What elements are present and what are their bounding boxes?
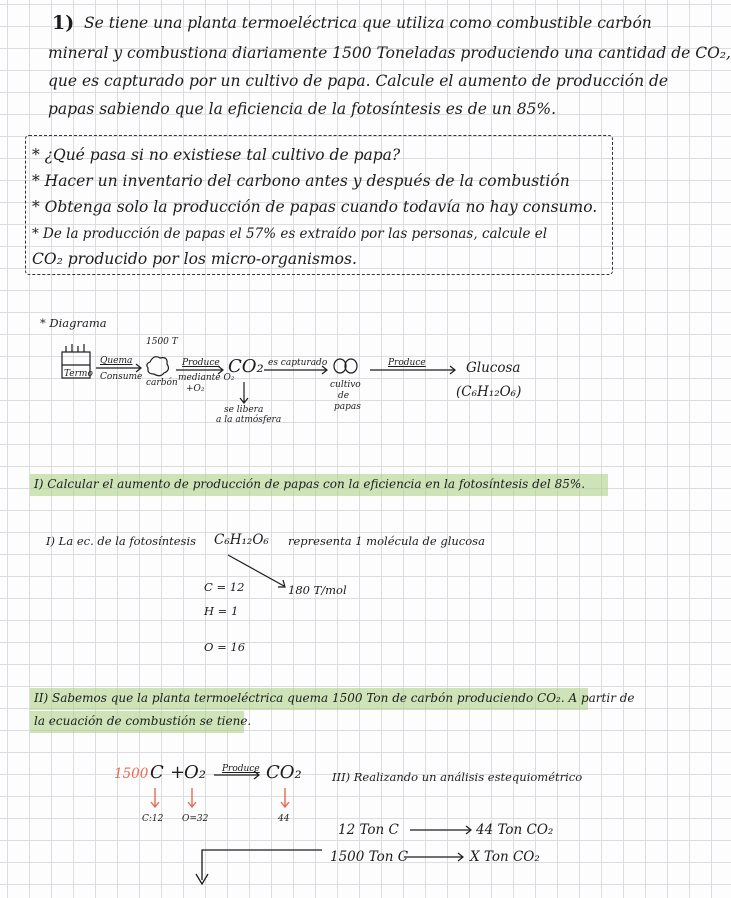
equation-oxygen: O₂ — [184, 762, 206, 783]
problem-line-2: mineral y combustiona diariamente 1500 Toneladas produciendo una cantidad de CO₂, — [48, 44, 731, 62]
molar-mass: 180 T/mol — [288, 583, 347, 597]
oxygen-molar-mass: O=32 — [182, 814, 209, 824]
equation-carbon: C — [150, 762, 164, 783]
question-3: * Obtenga solo la producción de papas cuando todavía no hay consumo. — [32, 198, 598, 216]
row2-left: 1500 Ton C — [330, 849, 409, 865]
arrow2-bottom-label: +O₂ — [186, 384, 205, 394]
equation-arrow-label: Produce — [222, 764, 260, 774]
carbon-molar-mass: C:12 — [142, 814, 164, 824]
glucose-formula: (C₆H₁₂O₆) — [456, 384, 522, 400]
row1-right: 44 Ton CO₂ — [476, 822, 554, 838]
crop-label-2: de — [338, 391, 350, 401]
section2-line-2: la ecuación de combustión se tiene. — [34, 714, 252, 728]
coal-label: carbón — [146, 378, 178, 388]
crop-label-3: papas — [334, 402, 361, 412]
glucose-formula-inline: C₆H₁₂O₆ — [214, 532, 269, 548]
carbon-mass: C = 12 — [204, 580, 245, 594]
equation-coefficient: 1500 — [114, 766, 149, 782]
problem-number: 1) — [52, 12, 75, 34]
section1-heading: I) Calcular el aumento de producción de papas con la eficiencia en la fotosíntesis del 85%. — [34, 477, 586, 491]
released-label-2: a la atmósfera — [216, 415, 282, 425]
problem-line-3: que es capturado por un cultivo de papa. Calcule el aumento de producción de — [48, 72, 669, 90]
section2-line-1: II) Sabemos que la planta termoeléctrica quema 1500 Ton de carbón produciendo CO₂. A partir de — [34, 691, 635, 705]
question-5: CO₂ producido por los micro-organismos. — [32, 250, 357, 268]
row2-right: X Ton CO₂ — [470, 849, 540, 865]
coal-amount: 1500 T — [146, 337, 178, 347]
question-4: * De la producción de papas el 57% es extraído por las personas, calcule el — [32, 226, 548, 242]
question-1: * ¿Qué pasa si no existiese tal cultivo de papa? — [32, 146, 401, 164]
co2-node: CO₂ — [228, 356, 264, 377]
arrow3-label: Produce — [388, 358, 426, 368]
diagram-title: * Diagrama — [40, 316, 107, 330]
potato-crop-icon — [334, 359, 357, 373]
released-label-1: se libera — [224, 405, 264, 415]
arrow2-mid-label: mediante O₂ — [178, 373, 235, 383]
problem-line-4: papas sabiendo que la eficiencia de la fotosíntesis es de un 85%. — [48, 100, 557, 118]
equation-plus: + — [170, 762, 186, 783]
question-2: * Hacer un inventario del carbono antes y después de la combustión — [32, 172, 570, 190]
section3-title: III) Realizando un análisis estequiométrico — [332, 770, 583, 784]
glucose-label: Glucosa — [466, 360, 521, 376]
arrow1-bottom-label: Consume — [100, 372, 143, 382]
row1-left: 12 Ton C — [338, 822, 399, 838]
arrow1-top-label: Quema — [100, 356, 133, 366]
hydrogen-mass: H = 1 — [204, 604, 239, 618]
co2-molar-mass: 44 — [278, 814, 290, 824]
problem-line-1: Se tiene una planta termoeléctrica que utiliza como combustible carbón — [84, 14, 652, 32]
coal-icon — [147, 357, 169, 376]
represents-text: representa 1 molécula de glucosa — [288, 534, 485, 548]
oxygen-mass: O = 16 — [204, 640, 246, 654]
crop-label-1: cultivo — [330, 380, 361, 390]
arrow2-top-label: Produce — [182, 358, 220, 368]
section1-step-label: I) La ec. de la fotosíntesis — [46, 534, 197, 548]
captured-label: es capturado — [268, 358, 328, 368]
factory-label: Termo — [64, 369, 93, 379]
equation-co2: CO₂ — [266, 762, 302, 783]
